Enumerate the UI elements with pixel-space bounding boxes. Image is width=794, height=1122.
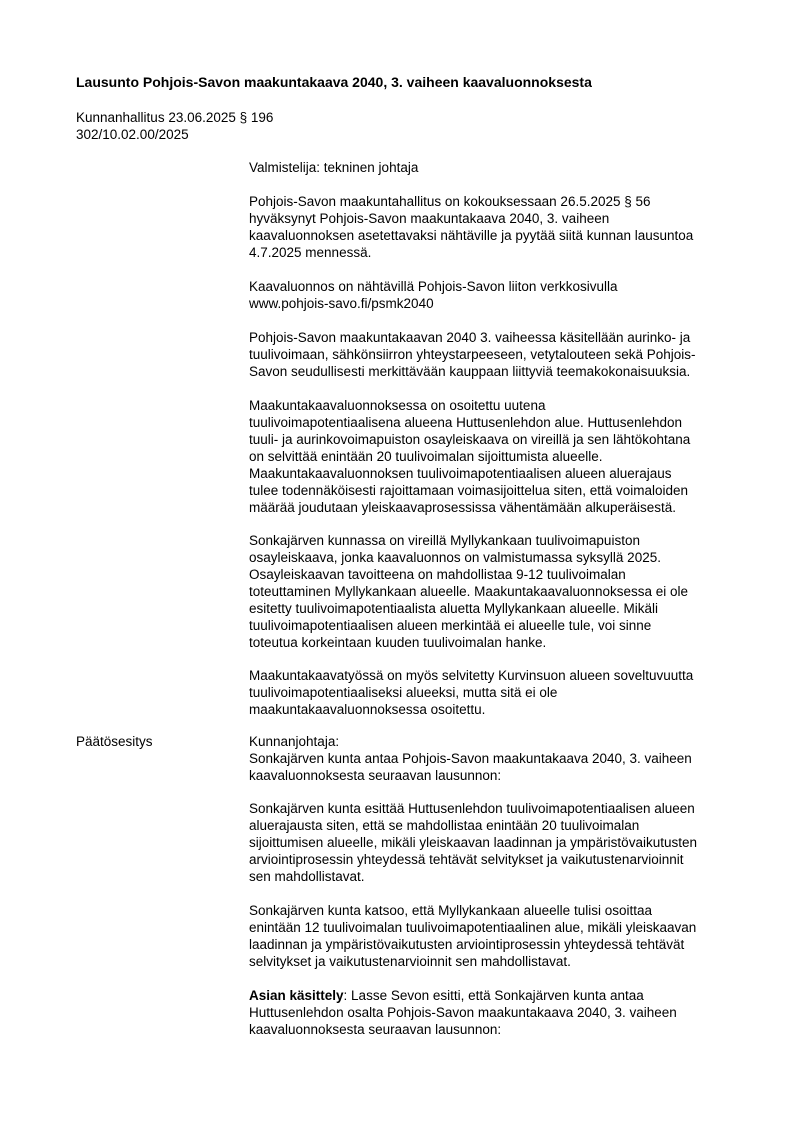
paragraph-line: laadinnan ja ympäristövaikutusten arviointiprosessin yhteydessä tehtävät (249, 937, 685, 952)
paragraph-line: Osayleiskaavan tavoitteena on mahdollistaa 9-12 tuulivoimalan (249, 567, 626, 582)
paragraph-line: Kaavaluonnos on nähtävillä Pohjois-Savon liiton verkkosivulla (249, 279, 618, 294)
decision-proposal-label: Päätösesitys (76, 734, 153, 749)
paragraph-line: sen mahdollistavat. (249, 869, 365, 884)
paragraph-line: www.pohjois-savo.fi/psmk2040 (249, 296, 434, 311)
paragraph-line: tuulivoimapotentiaalisena alueena Huttusenlehdon alue. Huttusenlehdon (249, 415, 683, 430)
paragraph (249, 159, 749, 176)
paragraph-line: sijoittumisen alueelle, mikäli yleiskaavan laadinnan ja ympäristövaikutusten (249, 835, 697, 850)
paragraph-line: selvitykset ja vaikutustenarvioinnit sen mahdollistavat. (249, 954, 571, 969)
paragraph-line: tulee todennäköisesti rajoittamaan voimasijoittelua siten, että voimaloiden (249, 483, 689, 498)
paragraph-line: kaavaluonnoksesta seuraavan lausunnon: (249, 1022, 502, 1037)
paragraph-line: Kunnanjohtaja: (249, 734, 340, 749)
paragraph-line: tuuli- ja aurinkovoimapuiston osayleiskaava on vireillä ja sen lähtökohtana (249, 432, 691, 447)
paragraph (249, 733, 749, 784)
paragraph (249, 193, 749, 261)
paragraph (249, 902, 749, 970)
paragraph-line: osayleiskaava, jonka kaavaluonnos on valmistumassa syksyllä 2025. (249, 550, 661, 565)
paragraph (249, 329, 749, 380)
paragraph-line: toteutua korkeintaan kuuden tuulivoimalan hanke. (249, 635, 547, 650)
bold-lead: Asian käsittely (249, 988, 344, 1003)
paragraph-line: aluerajausta siten, että se mahdollistaa enintään 20 tuulivoimalan (249, 818, 640, 833)
paragraph-line: tuulivoimapotentiaalisen alueen merkintää ei alueelle tule, voi sinne (249, 618, 652, 633)
paragraph-line: Sonkajärven kunta katsoo, että Myllykankaan alueelle tulisi osoittaa (249, 903, 652, 918)
paragraph-line: maakuntakaavaluonnoksessa osoitettu. (249, 702, 486, 717)
paragraph-line: toteuttaminen Myllykankaan alueelle. Maakuntakaavaluonnoksessa ei ole (249, 584, 689, 599)
paragraph (249, 397, 749, 516)
paragraph-asian-kasittely (249, 987, 749, 1038)
paragraph (249, 800, 749, 885)
paragraph-line: Pohjois-Savon maakuntakaavan 2040 3. vaiheessa käsitellään aurinko- ja (249, 330, 691, 345)
lead-rest: : Lasse Sevon esitti, että Sonkajärven kunta antaa (343, 988, 644, 1003)
paragraph (249, 278, 749, 312)
paragraph-line: Savon seudullisesti merkittävään kauppaan liittyviä teemakokonaisuuksia. (249, 364, 691, 379)
paragraph (249, 532, 749, 651)
paragraph-line: Sonkajärven kunta esittää Huttusenlehdon tuulivoimapotentiaalisen alueen (249, 801, 695, 816)
paragraph-line: Sonkajärven kunnassa on vireillä Myllykankaan tuulivoimapuiston (249, 533, 640, 548)
paragraph-line: hyväksynyt Pohjois-Savon maakuntakaava 2040, 3. vaiheen (249, 211, 610, 226)
paragraph-line (249, 987, 749, 1004)
meeting-meta (76, 109, 273, 143)
paragraph-line: Maakuntakaavaluonnoksen tuulivoimapotentiaalisen alueen aluerajaus (249, 466, 672, 481)
paragraph-line: esitetty tuulivoimapotentiaalista aluetta Myllykankaan alueelle. Mikäli (249, 601, 658, 616)
paragraph-line: tuulivoimaan, sähkönsiirron yhteystarpeeseen, vetytalouteen sekä Pohjois- (249, 347, 696, 362)
paragraph-line: 4.7.2025 mennessä. (249, 245, 372, 260)
paragraph-line: Sonkajärven kunta antaa Pohjois-Savon maakuntakaava 2040, 3. vaiheen (249, 751, 692, 766)
paragraph-line: Maakuntakaavatyössä on myös selvitetty Kurvinsuon alueen soveltuvuutta (249, 668, 694, 683)
document-title: Lausunto Pohjois-Savon maakuntakaava 2040, 3. vaiheen kaavaluonnoksesta (76, 74, 592, 90)
paragraph-line: määrää joudutaan yleiskaavaprosessissa vähentämään alkuperäisestä. (249, 500, 677, 515)
paragraph-line: on selvittää enintään 20 tuulivoimalan sijoittumista alueelle. (249, 449, 603, 464)
paragraph-line: enintään 12 tuulivoimalan tuulivoimapotentiaalinen alue, mikäli yleiskaavan (249, 920, 697, 935)
paragraph-line: tuulivoimapotentiaaliseksi alueeksi, mutta sitä ei ole (249, 685, 558, 700)
paragraph-line: Maakuntakaavaluonnoksessa on osoitettu uutena (249, 398, 546, 413)
paragraph-line: arviointiprosessin yhteydessä tehtävät selvitykset ja vaikutustenarvioinnit (249, 852, 684, 867)
paragraph-line: Valmistelija: tekninen johtaja (249, 160, 419, 175)
paragraph-line: kaavaluonnoksesta seuraavan lausunnon: (249, 768, 502, 783)
paragraph (249, 667, 749, 718)
meeting-reference: Kunnanhallitus 23.06.2025 § 196 (76, 110, 274, 125)
paragraph-line: kaavaluonnoksen asetettavaksi nähtäville ja pyytää siitä kunnan lausuntoa (249, 228, 694, 243)
paragraph-line: Huttusenlehdon osalta Pohjois-Savon maakuntakaava 2040, 3. vaiheen (249, 1005, 677, 1020)
case-number: 302/10.02.00/2025 (76, 127, 189, 142)
paragraph-line: Pohjois-Savon maakuntahallitus on kokouksessaan 26.5.2025 § 56 (249, 194, 651, 209)
